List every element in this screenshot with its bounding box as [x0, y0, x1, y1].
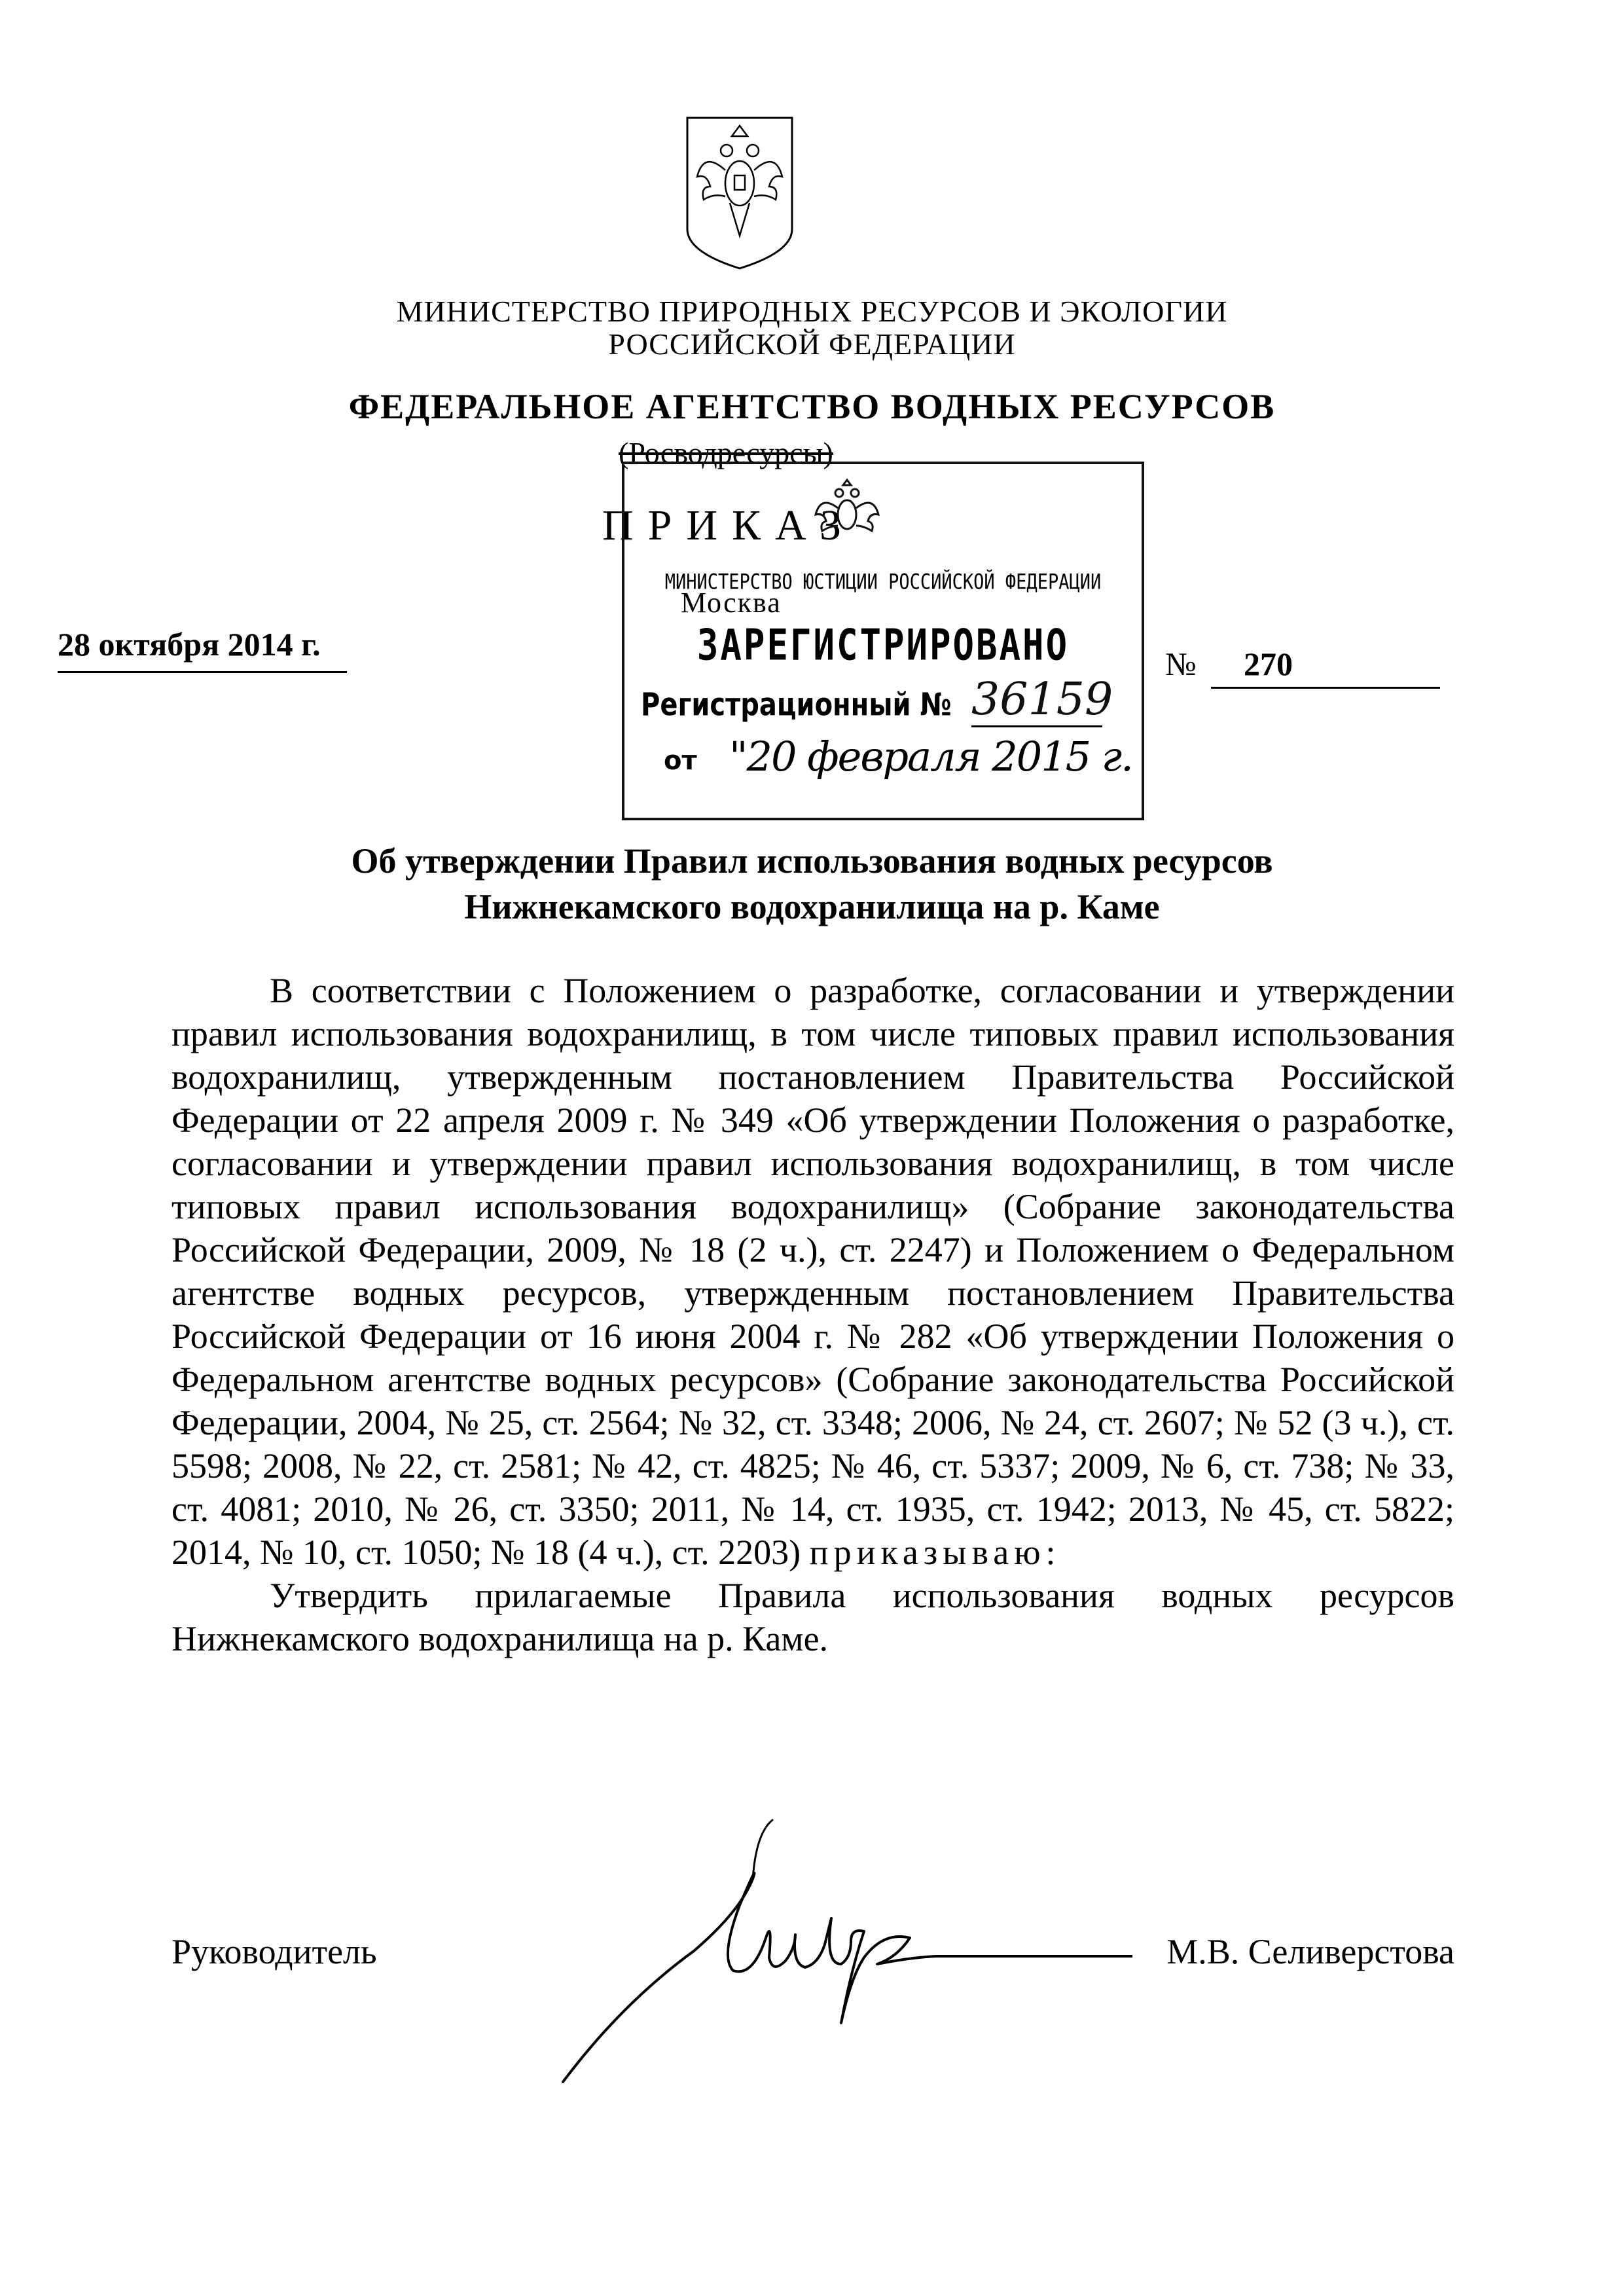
- stamp-date-label: от: [664, 746, 697, 776]
- signer-name: М.В. Селиверстова: [1166, 1932, 1454, 1971]
- stamp-reg-label: Регистрационный №: [641, 687, 952, 723]
- stamp-reg-number: 36159: [971, 674, 1102, 727]
- ministry-name-line1: МИНИСТЕРСТВО ПРИРОДНЫХ РЕСУРСОВ И ЭКОЛОГИИ: [396, 295, 1228, 328]
- coat-of-arms-emblem: [674, 105, 805, 275]
- order-number: 270: [1211, 645, 1440, 689]
- registration-stamp: [622, 462, 1144, 820]
- stamp-status: ЗАРЕГИСТРИРОВАНО: [696, 620, 1070, 670]
- signer-role: Руководитель: [171, 1932, 377, 1971]
- agency-short-name: (Росводресурсы): [619, 436, 833, 469]
- order-subject-line2: Нижнекамского водохранилища на р. Каме: [464, 887, 1160, 926]
- body-paragraph-1-text: В соответствии с Положением о разработке, согласовании и утверждении правил использования водохранилищ, в том числе типовых правил использования водохранилищ, утвержденным постановлением Правительства Российской Федерации от 22 апреля 2009 г. № 349 «Об утверждении Положения о разработке, согласовании и утверждении правил использования водохранилищ, в том числе типовых правил использования водохранилищ» (Собрание законодательства Российской Федерации, 2009, № 18 (2 ч.), ст. 2247) и Положением о Федеральном агентстве водных ресурсов, утвержденным постановлением Правительства Российской Федерации от 16 июня 2004 г. № 282 «Об утверждении Положения о Федеральном агентстве водных ресурсов» (Собрание законодательства Российской Федерации, 2004, № 25, ст. 2564; № 32, ст. 3348; 2006, № 24, ст. 2607; № 52 (3 ч.), ст. 5598; 2008, № 22, ст. 2581; № 42, ст. 4825; № 46, ст. 5337; 2009, № 6, ст. 738; № 33, ст. 4081; 2010, № 26, ст. 3350; 2011, № 14, ст. 1935, ст. 1942; 2013, № 45, ст. 5822; 2014, № 10, ст. 1050; № 18 (4 ч.), ст. 2203): [171, 971, 1454, 1572]
- order-number-sign: №: [1165, 646, 1197, 682]
- stamp-reg-date: "20 февраля 2015 г.: [729, 733, 1132, 780]
- order-subject-line1: Об утверждении Правил использования водных ресурсов: [351, 841, 1273, 881]
- ministry-name-line2: РОССИЙСКОЙ ФЕДЕРАЦИИ: [608, 327, 1016, 361]
- stamp-eagle-icon: [808, 479, 886, 544]
- body-paragraph-1: [171, 969, 1454, 1574]
- place-of-issue: Москва: [681, 587, 782, 619]
- handwritten-signature: [543, 1807, 1132, 2088]
- order-date: 28 октября 2014 г.: [58, 625, 347, 673]
- order-number-block: [1165, 645, 1440, 689]
- order-subject: [0, 838, 1624, 930]
- order-body: [171, 969, 1454, 1660]
- stamp-ministry-name: МИНИСТЕРСТВО ЮСТИЦИИ РОССИЙСКОЙ ФЕДЕРАЦИИ: [664, 570, 1102, 595]
- agency-name: ФЕДЕРАЛЬНОЕ АГЕНТСТВО ВОДНЫХ РЕСУРСОВ: [348, 387, 1276, 426]
- body-paragraph-2: Утвердить прилагаемые Правила использования водных ресурсов Нижнекамского водохранилища на р. Каме.: [171, 1576, 1454, 1658]
- order-word: приказываю:: [809, 1533, 1061, 1572]
- document-type-title: ПРИКАЗ: [602, 501, 856, 549]
